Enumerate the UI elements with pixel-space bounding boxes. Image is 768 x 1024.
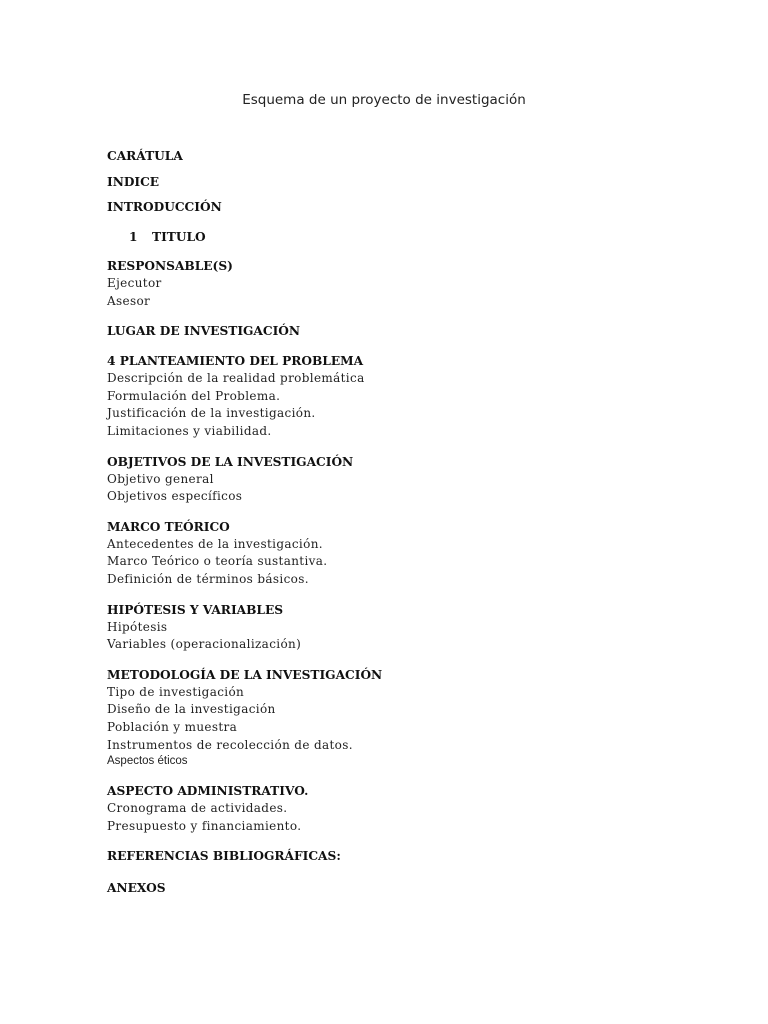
section-hipotesis xyxy=(107,601,707,654)
list-item: Ejecutor xyxy=(107,276,162,290)
section-marco-teorico xyxy=(107,518,707,589)
section-planteamiento xyxy=(107,352,707,440)
list-item: Aspectos éticos xyxy=(107,755,188,768)
section-heading: MARCO TEÓRICO xyxy=(107,519,230,534)
heading-lugar: LUGAR DE INVESTIGACIÓN xyxy=(107,324,301,339)
list-item: Presupuesto y financiamiento. xyxy=(107,818,302,833)
list-item: Limitaciones y viabilidad. xyxy=(107,423,272,438)
section-heading: OBJETIVOS DE LA INVESTIGACIÓN xyxy=(107,454,354,469)
outline xyxy=(107,147,707,897)
list-item: Objetivos específicos xyxy=(107,489,243,504)
list-item: Antecedentes de la investigación. xyxy=(107,536,323,551)
section-heading: METODOLOGÍA DE LA INVESTIGACIÓN xyxy=(107,667,383,682)
section-heading: RESPONSABLE(S) xyxy=(107,259,233,273)
list-item: Formulación del Problema. xyxy=(107,388,281,403)
list-item: Objetivo general xyxy=(107,471,214,486)
section-administrativo xyxy=(107,782,707,835)
list-item: Justificación de la investigación. xyxy=(107,406,316,421)
document-title: Esquema de un proyecto de investigación xyxy=(242,92,526,108)
list-item: Hipótesis xyxy=(107,619,168,634)
heading-indice: INDICE xyxy=(107,175,160,189)
section-objetivos xyxy=(107,453,707,506)
heading-caratula: CARÁTULA xyxy=(107,149,183,163)
list-item: Instrumentos de recolección de datos. xyxy=(107,737,353,752)
section-responsable xyxy=(107,257,707,310)
list-item: Descripción de la realidad problemática xyxy=(107,371,365,386)
section-metodologia xyxy=(107,666,707,768)
list-item: Diseño de la investigación xyxy=(107,702,276,717)
heading-anexos: ANEXOS xyxy=(107,881,166,896)
titulo-label: TITULO xyxy=(152,230,206,244)
list-item: Cronograma de actividades. xyxy=(107,801,288,816)
list-item: Tipo de investigación xyxy=(107,684,245,699)
list-item: Población y muestra xyxy=(107,719,238,734)
list-item: Definición de términos básicos. xyxy=(107,571,309,586)
titulo-number: 1 xyxy=(129,230,138,244)
heading-introduccion: INTRODUCCIÓN xyxy=(107,200,222,214)
section-heading: ASPECTO ADMINISTRATIVO. xyxy=(107,784,309,799)
heading-titulo xyxy=(107,228,707,246)
section-heading: 4 PLANTEAMIENTO DEL PROBLEMA xyxy=(107,354,364,369)
list-item: Asesor xyxy=(107,293,151,308)
heading-referencias: REFERENCIAS BIBLIOGRÁFICAS: xyxy=(107,849,341,864)
list-item: Marco Teórico o teoría sustantiva. xyxy=(107,554,328,569)
list-item: Variables (operacionalización) xyxy=(107,637,302,652)
section-heading: HIPÓTESIS Y VARIABLES xyxy=(107,602,284,617)
